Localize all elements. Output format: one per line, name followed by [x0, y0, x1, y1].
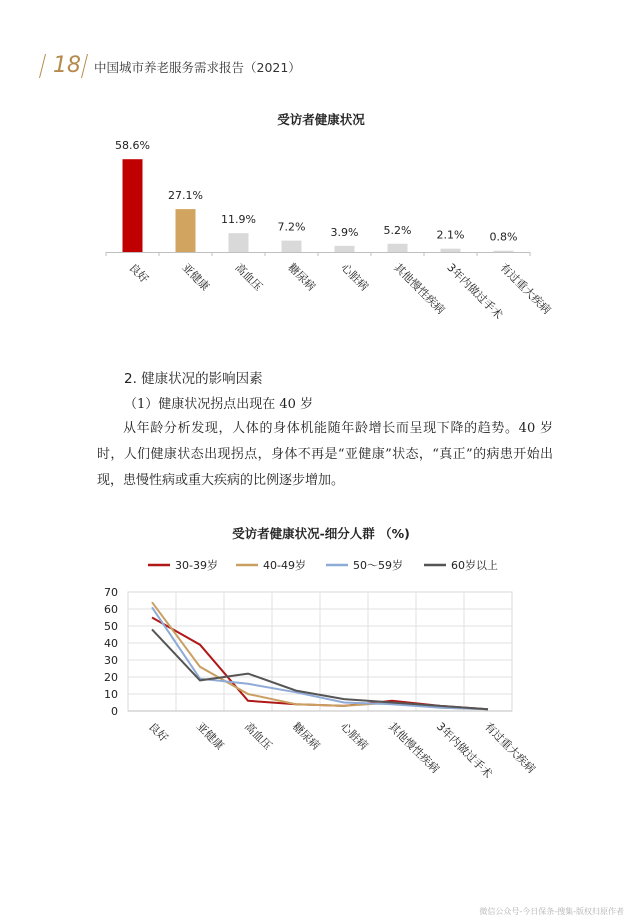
section-heading: 2. 健康状况的影响因素 [124, 371, 263, 387]
page-number: 18 [53, 53, 81, 78]
category-label: 高血压 [241, 719, 275, 753]
watermark: 微信公众号-今日保条-搜集-版权归原作者 [479, 907, 624, 916]
category-label: 其他慢性疾病 [385, 719, 442, 776]
y-tick-label: 40 [104, 637, 118, 650]
legend-label: 60岁以上 [451, 559, 498, 572]
body-paragraph: 从年龄分析发现，人体的身体机能随年龄增长而呈现下降的趋势。40 岁时，人们健康状态出现拐点，身体不再是“亚健康”状态，“真正”的病患开始出现，患慢性病或重大疾病的比例逐步增加。 [97, 421, 553, 488]
line-chart-title: 受访者健康状况-细分人群 （%) [232, 526, 410, 541]
legend-label: 30-39岁 [175, 559, 218, 572]
bar-value-label: 3.9% [330, 225, 359, 239]
bar-chart-title: 受访者健康状况 [277, 112, 365, 127]
category-label: 3年内做过手术 [444, 260, 506, 322]
category-label: 3年内做过手术 [433, 719, 495, 781]
category-label: 高血压 [232, 260, 265, 294]
category-label: 有过重大疾病 [497, 260, 554, 317]
report-title: 中国城市养老服务需求报告（2021） [94, 60, 301, 75]
bar-value-label: 7.2% [277, 220, 306, 234]
y-tick-label: 70 [104, 586, 118, 599]
bar-value-label: 0.8% [489, 230, 518, 244]
y-tick-label: 10 [104, 688, 118, 701]
legend-label: 50～59岁 [353, 559, 403, 572]
category-label: 亚健康 [179, 260, 212, 294]
category-label: 良好 [126, 260, 152, 286]
bar-value-label: 58.6% [115, 139, 150, 153]
bar-value-label: 11.9% [221, 213, 256, 227]
category-label: 亚健康 [193, 719, 227, 753]
y-tick-label: 0 [111, 705, 118, 718]
bar-value-label: 5.2% [383, 223, 412, 237]
category-label: 心脏病 [338, 260, 371, 294]
y-tick-label: 20 [104, 671, 118, 684]
category-label: 糖尿病 [285, 260, 318, 294]
category-label: 心脏病 [337, 719, 371, 753]
category-label: 良好 [145, 719, 171, 745]
y-tick-label: 30 [104, 654, 118, 667]
section-subheading: （1）健康状况拐点出现在 40 岁 [124, 397, 314, 412]
bar-value-label: 27.1% [168, 189, 203, 203]
y-tick-label: 50 [104, 620, 118, 633]
bar-value-label: 2.1% [436, 228, 465, 242]
y-tick-label: 60 [104, 603, 118, 616]
legend-label: 40-49岁 [263, 559, 306, 572]
category-label: 有过重大疾病 [481, 719, 538, 776]
category-label: 糖尿病 [289, 719, 323, 753]
category-label: 其他慢性疾病 [391, 260, 448, 317]
